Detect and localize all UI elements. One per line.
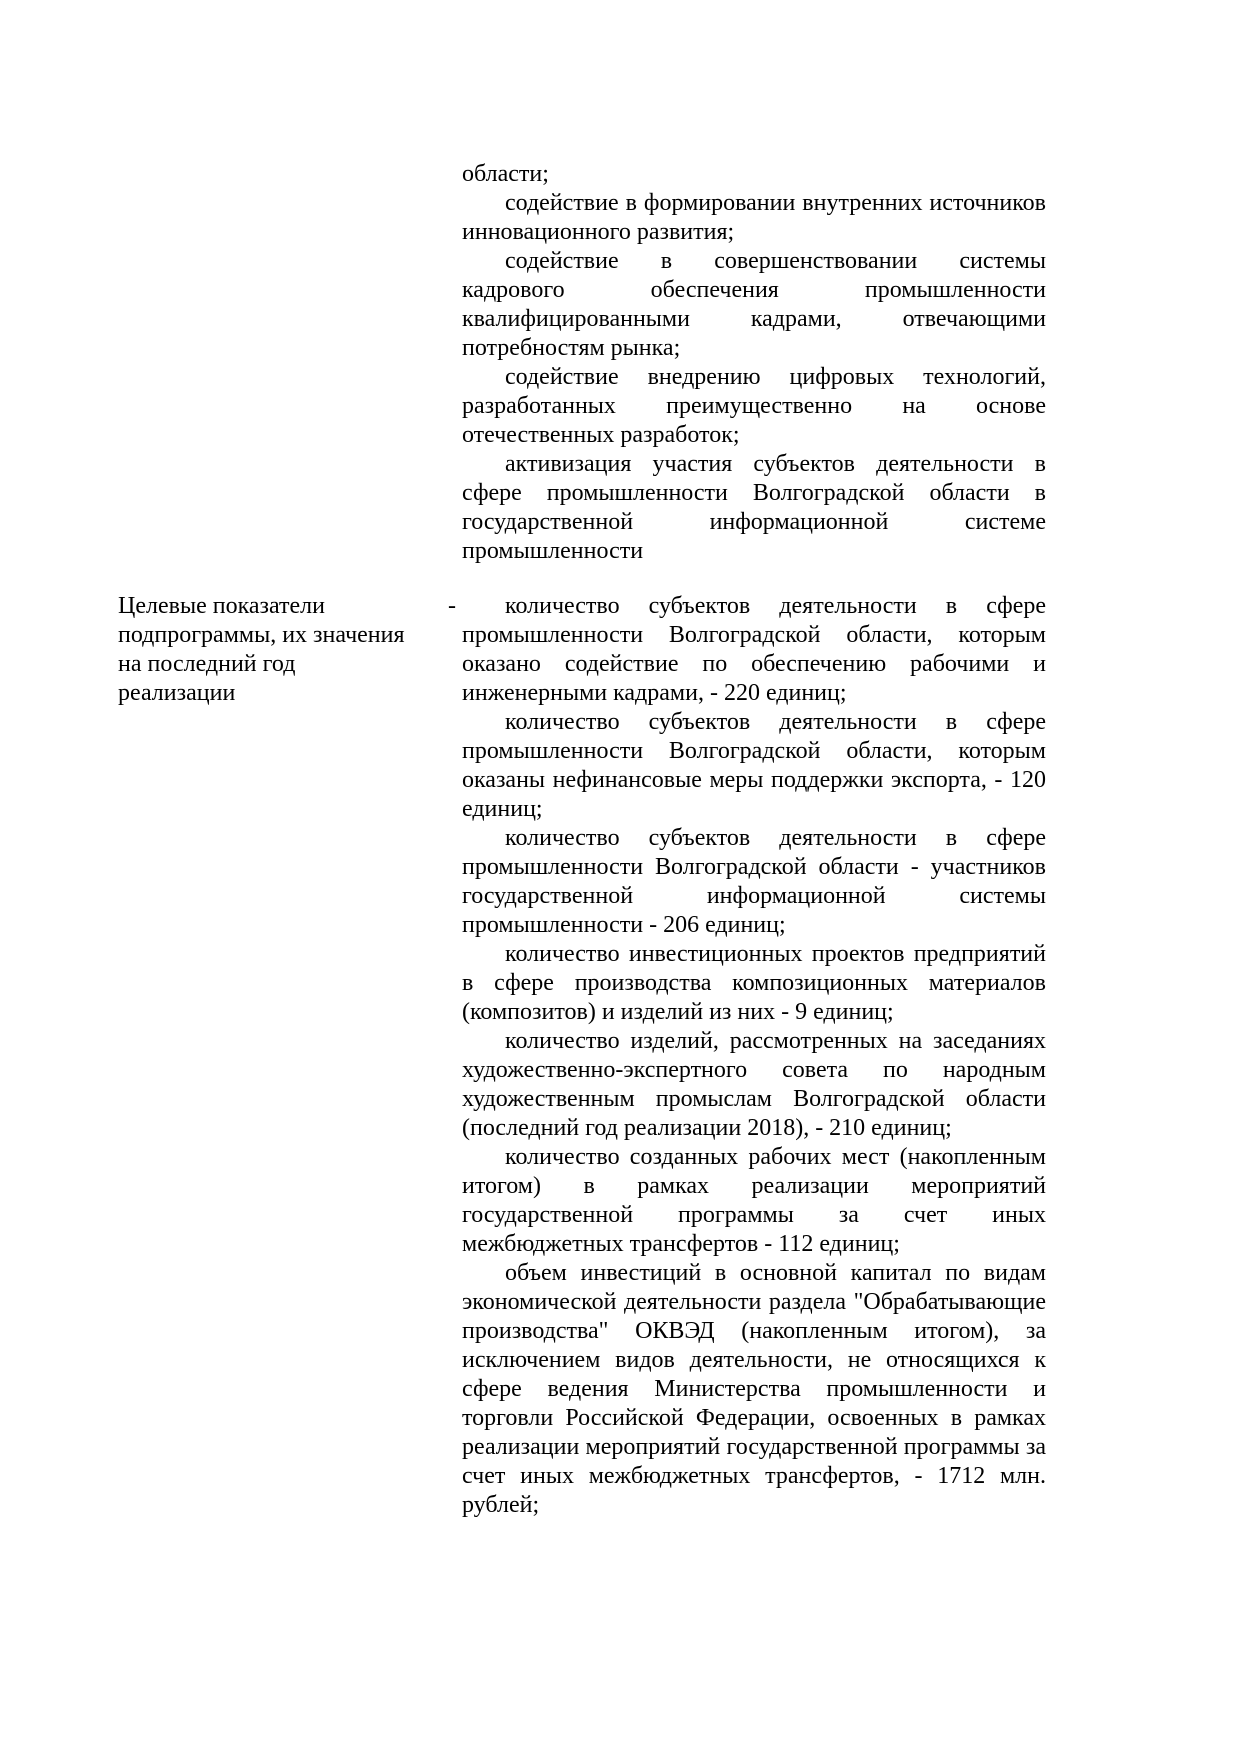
dash-separator: - [448, 593, 456, 619]
row-label-line: Целевые показатели [118, 593, 325, 619]
paragraph: содействие в совершенствовании системы кадрового обеспечения промышленности квалифицированными кадрами, отвечающими потребностям рынка; [462, 248, 1046, 361]
paragraph: количество субъектов деятельности в сфере промышленности Волгоградской области, которым оказано содействие по обеспечению рабочими и инженерными кадрами, - 220 единиц; [462, 593, 1046, 706]
paragraph: области; [462, 161, 549, 187]
table-row [118, 592, 1046, 1520]
paragraph: объем инвестиций в основной капитал по видам экономической деятельности раздела "Обрабатывающие производства" ОКВЭД (накопленным итогом), за исключением видов деятельности, не относящихся к сфере ведения Министерства промышленности и торговли Российской Федерации, освоенных в рамках реализации мероприятий государственной программы за счет иных межбюджетных трансфертов, - 1712 млн. рублей; [462, 1260, 1046, 1518]
row-content-cell [462, 592, 1046, 1520]
document-table [118, 160, 1046, 1520]
paragraph: содействие внедрению цифровых технологий, разработанных преимущественно на основе отечественных разработок; [462, 364, 1046, 448]
paragraph: количество инвестиционных проектов предприятий в сфере производства композиционных материалов (композитов) и изделий из них - 9 единиц; [462, 941, 1046, 1025]
row-label-line: реализации [118, 680, 236, 706]
paragraph: содействие в формировании внутренних источников инновационного развития; [462, 190, 1046, 245]
paragraph: количество субъектов деятельности в сфере промышленности Волгоградской области - участников государственной информационной системы промышленности - 206 единиц; [462, 825, 1046, 938]
paragraph: количество субъектов деятельности в сфере промышленности Волгоградской области, которым оказаны нефинансовые меры поддержки экспорта, - 120 единиц; [462, 709, 1046, 822]
row-label-line: на последний год [118, 651, 296, 677]
row-separator-cell [418, 592, 462, 621]
row-content-cell [462, 160, 1046, 566]
paragraph: активизация участия субъектов деятельности в сфере промышленности Волгоградской области в государственной информационной системе промышленности [462, 451, 1046, 564]
paragraph: количество изделий, рассмотренных на заседаниях художественно-экспертного совета по народным художественным промыслам Волгоградской области (последний год реализации 2018), - 210 единиц; [462, 1028, 1046, 1141]
table-row [118, 160, 1046, 566]
row-label-line: подпрограммы, их значения [118, 622, 405, 648]
row-label-cell [118, 592, 418, 708]
paragraph: количество созданных рабочих мест (накопленным итогом) в рамках реализации мероприятий государственной программы за счет иных межбюджетных трансфертов - 112 единиц; [462, 1144, 1046, 1257]
